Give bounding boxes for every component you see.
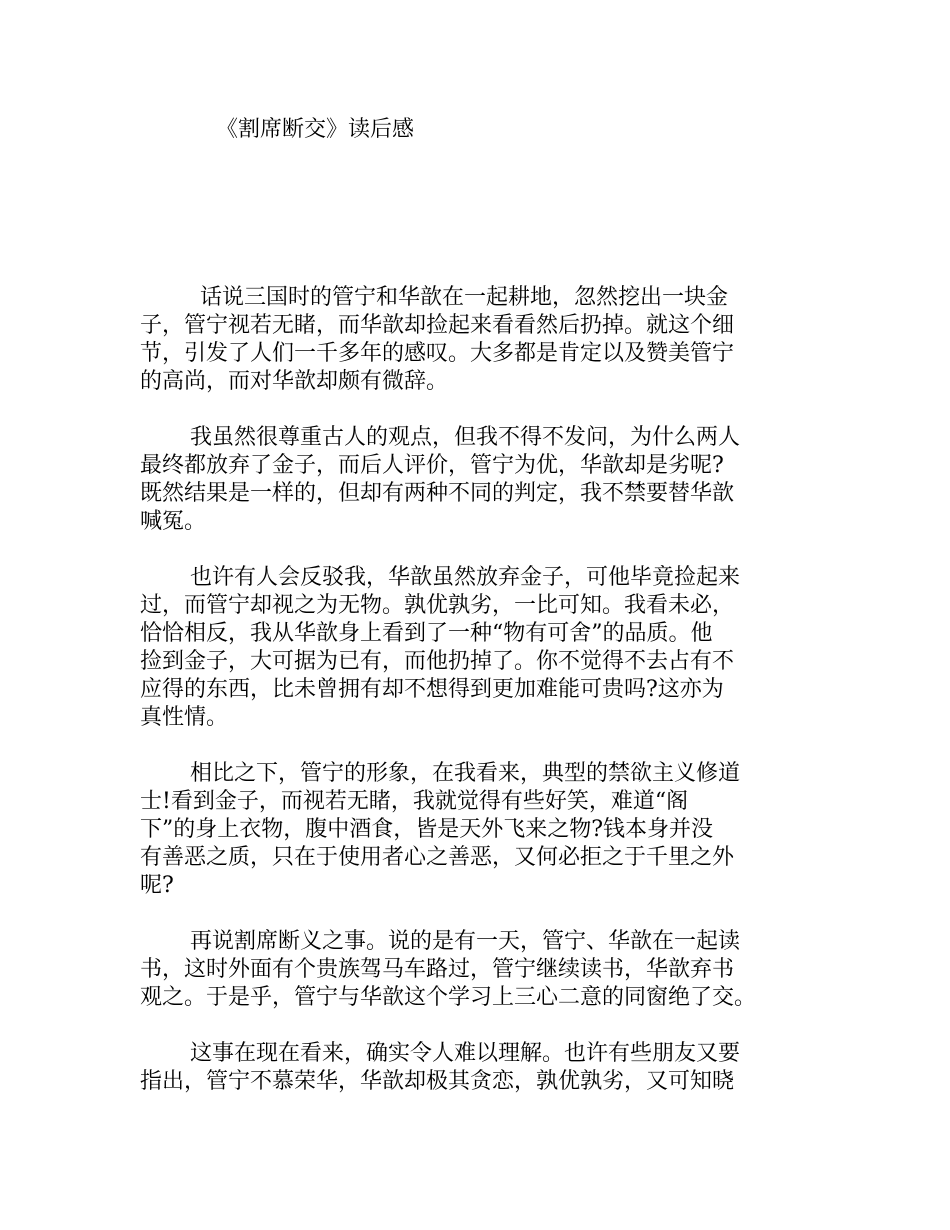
paragraph-6 <box>140 1040 830 1096</box>
paragraph-line: 相比之下，管宁的形象，在我看来，典型的禁欲主义修道 <box>190 761 741 786</box>
paragraph-line: 呢? <box>140 873 174 898</box>
paragraph-line: 我虽然很尊重古人的观点，但我不得不发问，为什么两人 <box>190 425 741 450</box>
paragraph-2 <box>140 424 830 536</box>
paragraph-line: 喊冤。 <box>140 509 207 534</box>
paragraph-line: 子，管宁视若无睹，而华歆却捡起来看看然后扔掉。就这个细 <box>140 313 735 338</box>
paragraph-line: 观之。于是乎，管宁与华歆这个学习上三心二意的同窗绝了交。 <box>140 985 757 1010</box>
paragraph-line: 也许有人会反驳我，华歆虽然放弃金子，可他毕竟捡起来 <box>190 565 741 590</box>
paragraph-line: 恰恰相反，我从华歆身上看到了一种“物有可舍”的品质。他 <box>140 621 713 646</box>
paragraph-line: 过，而管宁却视之为无物。孰优孰劣，一比可知。我看未必， <box>140 593 735 618</box>
paragraph-line: 有善恶之质，只在于使用者心之善恶，又何必拒之于千里之外 <box>140 845 735 870</box>
paragraph-3 <box>140 564 830 732</box>
document-title: 《割席断交》读后感 <box>216 117 415 142</box>
paragraph-line: 士!看到金子，而视若无睹，我就觉得有些好笑，难道“阁 <box>140 789 689 814</box>
paragraph-line: 再说割席断义之事。说的是有一天，管宁、华歆在一起读 <box>190 929 741 954</box>
document-body <box>140 284 830 1124</box>
paragraph-line: 这事在现在看来，确实令人难以理解。也许有些朋友又要 <box>190 1041 741 1066</box>
paragraph-line: 指出，管宁不慕荣华，华歆却极其贪恋，孰优孰劣，又可知晓 <box>140 1069 735 1094</box>
paragraph-line: 真性情。 <box>140 705 229 730</box>
paragraph-4 <box>140 760 830 900</box>
paragraph-line: 应得的东西，比未曾拥有却不想得到更加难能可贵吗?这亦为 <box>140 677 724 702</box>
paragraph-line: 话说三国时的管宁和华歆在一起耕地，忽然挖出一块金 <box>200 285 729 310</box>
paragraph-line: 节，引发了人们一千多年的感叹。大多都是肯定以及赞美管宁 <box>140 341 735 366</box>
paragraph-line: 的高尚，而对华歆却颇有微辞。 <box>140 369 449 394</box>
paragraph-1 <box>140 284 830 396</box>
paragraph-line: 下”的身上衣物，腹中酒食，皆是天外飞来之物?钱本身并没 <box>140 817 714 842</box>
paragraph-5 <box>140 928 830 1012</box>
paragraph-line: 书，这时外面有个贵族驾马车路过，管宁继续读书，华歆弃书 <box>140 957 735 982</box>
paragraph-line: 最终都放弃了金子，而后人评价，管宁为优，华歆却是劣呢? <box>140 453 724 478</box>
paragraph-line: 既然结果是一样的，但却有两种不同的判定，我不禁要替华歆 <box>140 481 735 506</box>
paragraph-line: 捡到金子，大可据为已有，而他扔掉了。你不觉得不去占有不 <box>140 649 735 674</box>
